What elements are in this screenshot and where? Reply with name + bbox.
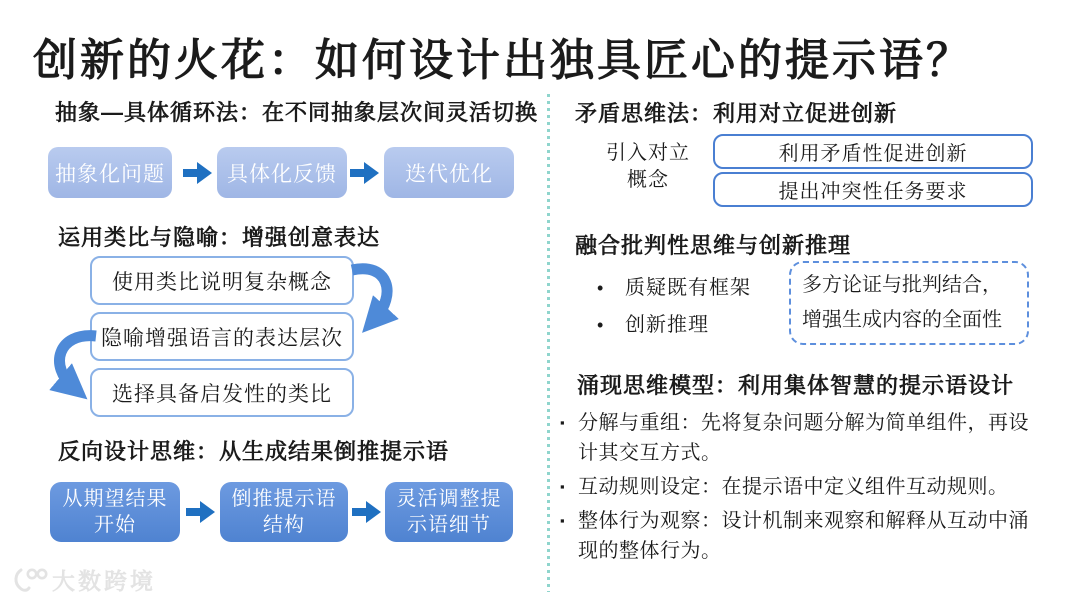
analogy-box-3: 选择具备启发性的类比 bbox=[90, 368, 354, 417]
section-heading-contradiction: 矛盾思维法：利用对立促进创新 bbox=[575, 101, 898, 126]
flow-step-label: 灵活调整提示语细节 bbox=[396, 488, 502, 536]
section-heading-emergent-thinking: 涌现思维模型：利用集体智慧的提示语设计 bbox=[577, 373, 1015, 398]
curved-arrow-down-right-icon bbox=[46, 326, 100, 408]
label-introduce-opposites: 引入对立概念 bbox=[606, 142, 690, 191]
list-item bbox=[597, 307, 751, 344]
list-item bbox=[560, 408, 1036, 468]
list-item bbox=[560, 472, 1036, 502]
flow-step-iterative-optimization: 迭代优化 bbox=[384, 147, 514, 198]
flow-step-adjust-details bbox=[385, 482, 513, 542]
section-heading-reverse-design: 反向设计思维：从生成结果倒推提示语 bbox=[58, 439, 450, 464]
section-heading-critical-thinking: 融合批判性思维与创新推理 bbox=[575, 233, 852, 258]
bullet-dot-icon: • bbox=[597, 278, 605, 298]
right-arrow-icon bbox=[352, 501, 382, 523]
list-item-label: 分解与重组：先将复杂问题分解为简单组件，再设计其交互方式。 bbox=[578, 412, 1029, 464]
section-heading-analogy-metaphor: 运用类比与隐喻：增强创意表达 bbox=[58, 225, 381, 250]
contradiction-box-2: 提出冲突性任务要求 bbox=[713, 172, 1033, 207]
list-item bbox=[560, 506, 1036, 566]
flow-step-label: 倒推提示语结构 bbox=[231, 488, 337, 536]
flow-step-reverse-structure bbox=[220, 482, 348, 542]
bullet-dot-icon: • bbox=[597, 315, 605, 335]
analogy-box-2: 隐喻增强语言的表达层次 bbox=[90, 312, 354, 361]
contradiction-box-1: 利用矛盾性促进创新 bbox=[713, 134, 1033, 169]
curved-arrow-down-left-icon bbox=[348, 260, 400, 340]
flow-step-start-from-result bbox=[50, 482, 180, 542]
section-heading-abstract-concrete: 抽象—具体循环法：在不同抽象层次间灵活切换 bbox=[55, 100, 539, 125]
page-title: 创新的火花：如何设计出独具匠心的提示语？ bbox=[33, 36, 973, 85]
flow-step-abstract-problem: 抽象化问题 bbox=[48, 147, 172, 198]
callout-text: 多方论证与批判结合，增强生成内容的全面性 bbox=[802, 274, 1002, 331]
bullet-square-icon: ▪ bbox=[560, 513, 566, 528]
bullet-square-icon: ▪ bbox=[560, 479, 566, 494]
right-arrow-icon bbox=[350, 162, 380, 184]
list-item bbox=[597, 270, 751, 307]
list-item-label: 创新推理 bbox=[625, 314, 709, 336]
list-item-label: 质疑既有框架 bbox=[625, 277, 751, 299]
watermark-logo bbox=[12, 563, 156, 596]
flow-step-concrete-feedback: 具体化反馈 bbox=[217, 147, 347, 198]
list-item-label: 整体行为观察：设计机制来观察和解释从互动中涌现的整体行为。 bbox=[578, 510, 1029, 562]
flow-step-label: 从期望结果开始 bbox=[62, 488, 168, 536]
dotted-divider bbox=[547, 94, 550, 592]
watermark-text: 大数跨境 bbox=[52, 568, 156, 594]
bullet-square-icon: ▪ bbox=[560, 415, 566, 430]
right-arrow-icon bbox=[186, 501, 216, 523]
list-item-label: 互动规则设定：在提示语中定义组件互动规则。 bbox=[578, 476, 1009, 498]
100-swirl-icon bbox=[12, 565, 48, 595]
emergent-thinking-list bbox=[560, 408, 1036, 570]
critical-thinking-list bbox=[597, 270, 751, 344]
dashed-callout-box bbox=[789, 261, 1029, 345]
right-arrow-icon bbox=[183, 162, 213, 184]
analogy-box-1: 使用类比说明复杂概念 bbox=[90, 256, 354, 305]
